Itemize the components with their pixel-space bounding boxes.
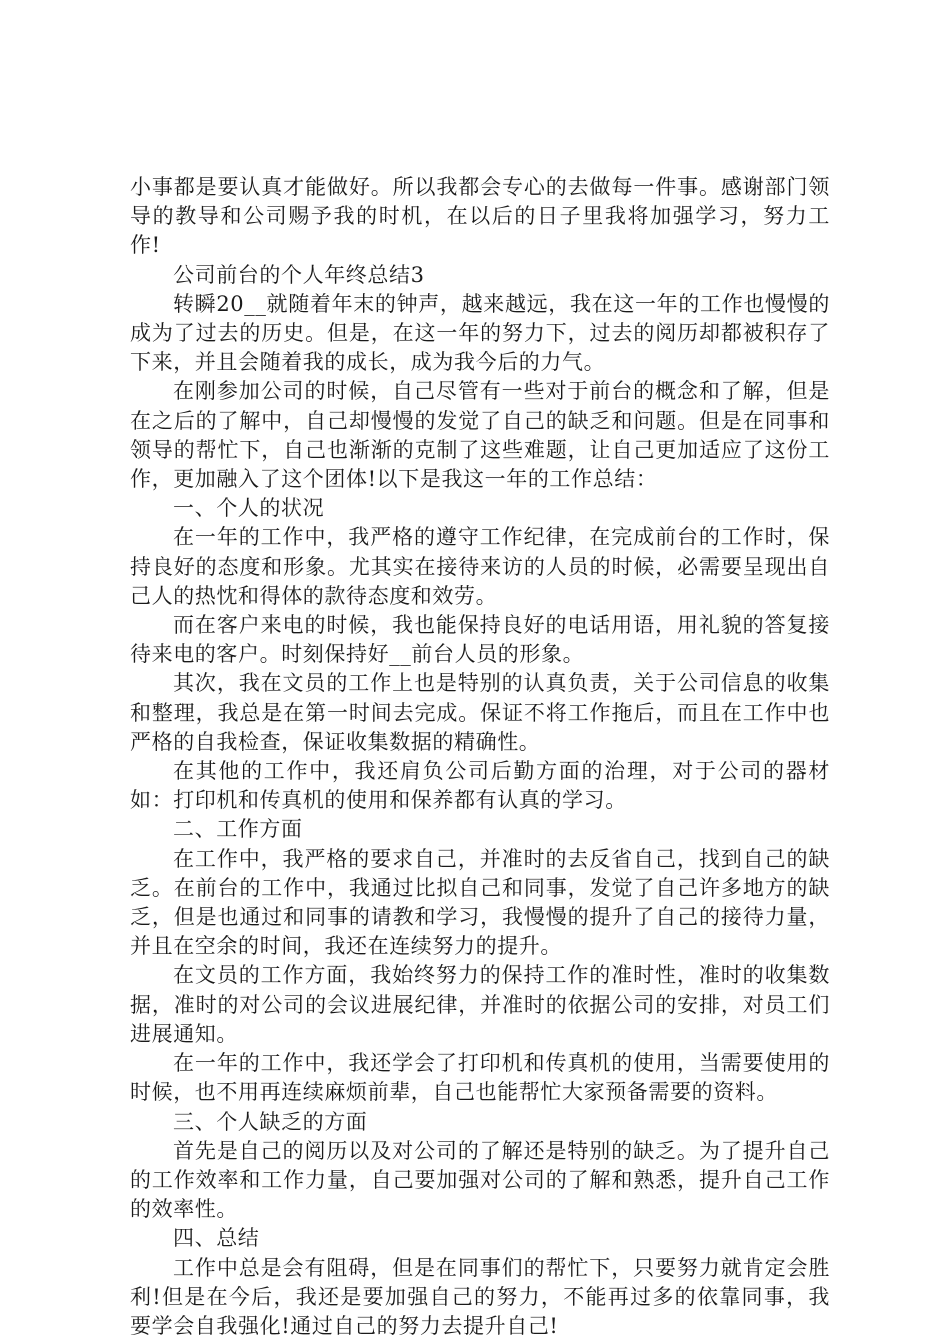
section-heading: 三、个人缺乏的方面 [173,1109,368,1134]
paragraph: 在其他的工作中，我还肩负公司后勤方面的治理，对于公司的器材如：打印机和传真机的使用和保养都有认真的学习。 [130,759,830,813]
paragraph: 在一年的工作中，我严格的遵守工作纪律，在完成前台的工作时，保持良好的态度和形象。尤其实在接待来访的人员的时候，必需要呈现出自己人的热忱和得体的款待态度和效劳。 [130,525,830,608]
paragraph: 在文员的工作方面，我始终努力的保持工作的准时性，准时的收集数据，准时的对公司的会议进展纪律，并准时的依据公司的安排，对员工们进展通知。 [130,963,830,1046]
document-body [130,173,830,1341]
section-heading: 四、总结 [173,1226,260,1251]
paragraph: 转瞬20__就随着年末的钟声，越来越远，我在这一年的工作也慢慢的成为了过去的历史。但是，在这一年的努力下，过去的阅历却都被积存了下来，并且会随着我的成长，成为我今后的力气。 [130,291,830,375]
paragraph: 工作中总是会有阻碍，但是在同事们的帮忙下，只要努力就肯定会胜利!但是在今后，我还是要加强自己的努力，不能再过多的依靠同事，我要学会自我强化!通过自己的努力去提升自己! [130,1255,830,1338]
paragraph: 在工作中，我严格的要求自己，并准时的去反省自己，找到自己的缺乏。在前台的工作中，我通过比拟自己和同事，发觉了自己许多地方的缺乏，但是也通过和同事的请教和学习，我慢慢的提升了自己的接待力量，并且在空余的时间，我还在连续努力的提升。 [130,846,830,959]
section-heading: 二、工作方面 [173,817,303,842]
section-heading: 一、个人的状况 [173,496,325,521]
section-title: 公司前台的个人年终总结3 [173,262,425,287]
paragraph: 在刚参加公司的时候，自己尽管有一些对于前台的概念和了解，但是在之后的了解中，自己却慢慢的发觉了自己的缺乏和问题。但是在同事和领导的帮忙下，自己也渐渐的克制了这些难题，让自己更加适应了这份工作，更加融入了这个团体!以下是我这一年的工作总结： [130,379,830,492]
paragraph: 其次，我在文员的工作上也是特别的认真负责，关于公司信息的收集和整理，我总是在第一时间去完成。保证不将工作拖后，而且在工作中也严格的自我检查，保证收集数据的精确性。 [130,671,830,754]
paragraph-continuation: 小事都是要认真才能做好。所以我都会专心的去做每一件事。感谢部门领导的教导和公司赐予我的时机，在以后的日子里我将加强学习，努力工作! [130,175,830,258]
paragraph: 首先是自己的阅历以及对公司的了解还是特别的缺乏。为了提升自己的工作效率和工作力量，自己要加强对公司的了解和熟悉，提升自己工作的效率性。 [130,1138,830,1222]
paragraph: 而在客户来电的时候，我也能保持良好的电话用语，用礼貌的答复接待来电的客户。时刻保持好__前台人员的形象。 [130,613,830,667]
paragraph: 在一年的工作中，我还学会了打印机和传真机的使用，当需要使用的时候，也不用再连续麻烦前辈，自己也能帮忙大家预备需要的资料。 [130,1051,830,1105]
